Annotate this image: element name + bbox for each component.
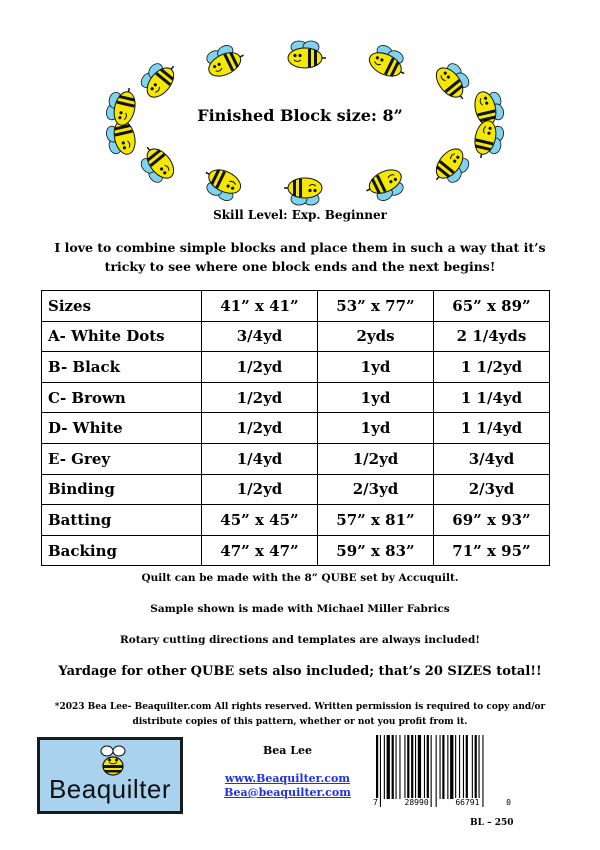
- barcode-bar: [450, 735, 453, 799]
- table-row: [42, 352, 550, 383]
- bee-icon: [471, 119, 506, 162]
- table-cell: 65” x 89”: [434, 291, 550, 322]
- barcode-bar: [475, 735, 477, 799]
- table-cell: 41” x 41”: [202, 291, 318, 322]
- barcode-bar: [482, 735, 483, 807]
- barcode-bar: [399, 735, 400, 799]
- bee-icon: [198, 163, 244, 204]
- barcode-bar: [466, 735, 468, 799]
- pattern-code: BL – 250: [470, 818, 514, 828]
- table-row: [42, 291, 550, 322]
- table-cell: 1/2yd: [202, 382, 318, 413]
- table-row: [42, 443, 550, 474]
- row-label: E- Grey: [42, 443, 202, 474]
- barcode-bar: [479, 735, 480, 807]
- table-cell: 1 1/2yd: [434, 352, 550, 383]
- table-cell: 1/2yd: [202, 474, 318, 505]
- fabric-note: Sample shown is made with Michael Miller Fabrics: [150, 603, 450, 615]
- table-cell: 1/2yd: [202, 413, 318, 444]
- barcode-bar: [415, 735, 416, 799]
- author-name: Bea Lee: [263, 744, 312, 757]
- barcode-bar: [387, 735, 390, 799]
- table-cell: 45” x 45”: [202, 505, 318, 536]
- barcode-bar: [396, 735, 397, 799]
- barcode-bar: [404, 735, 405, 799]
- barcode-digits: [372, 798, 512, 807]
- table-cell: 1 1/4yd: [434, 413, 550, 444]
- cutting-note: Rotary cutting directions and templates are always included!: [120, 634, 480, 646]
- table-cell: 1/4yd: [202, 443, 318, 474]
- table-cell: 69” x 93”: [434, 505, 550, 536]
- qube-note: Quilt can be made with the 8” QUBE set by Accuquilt.: [141, 572, 459, 584]
- bee-icon: [202, 40, 248, 81]
- table-row: [42, 413, 550, 444]
- bee-icon: [134, 141, 179, 188]
- table-row: [42, 474, 550, 505]
- table-cell: 1yd: [318, 413, 434, 444]
- table-cell: 47” x 47”: [202, 535, 318, 566]
- barcode-bar: [436, 735, 437, 807]
- barcode-bar: [380, 735, 381, 807]
- bee-icon: [362, 165, 408, 206]
- beaquilter-logo: [37, 737, 183, 814]
- barcode-digit-group: 28990: [404, 798, 429, 807]
- bee-icon: [429, 144, 474, 191]
- table-cell: 2/3yd: [318, 474, 434, 505]
- bee-icon: [136, 55, 181, 102]
- table-cell: 2yds: [318, 321, 434, 352]
- finished-block-size: Finished Block size: 8”: [197, 106, 403, 125]
- table-cell: 1/2yd: [318, 443, 434, 474]
- table-cell: 1 1/4yd: [434, 382, 550, 413]
- table-cell: 1yd: [318, 382, 434, 413]
- website-link[interactable]: www.Beaquilter.com: [225, 772, 350, 785]
- table-cell: 3/4yd: [202, 321, 318, 352]
- barcode-bar: [442, 735, 444, 799]
- row-label: A- White Dots: [42, 321, 202, 352]
- logo-text: Beaquilter: [48, 774, 172, 804]
- barcode-bar: [472, 735, 473, 799]
- row-label: B- Black: [42, 352, 202, 383]
- barcode-bar: [427, 735, 429, 799]
- table-cell: 59” x 83”: [318, 535, 434, 566]
- barcode-bar: [418, 735, 421, 799]
- yardage-table: [41, 290, 550, 566]
- table-cell: 3/4yd: [434, 443, 550, 474]
- table-row: [42, 321, 550, 352]
- table-row: [42, 382, 550, 413]
- table-row: [42, 535, 550, 566]
- row-label: C- Brown: [42, 382, 202, 413]
- barcode-bar: [459, 735, 460, 799]
- bee-icon: [284, 178, 322, 205]
- bee-icon: [366, 42, 412, 83]
- barcode-digit-group: 0: [506, 798, 511, 807]
- bee-icon: [431, 59, 476, 106]
- barcode-bar: [424, 735, 425, 799]
- barcode-bar: [431, 735, 432, 807]
- skill-level: Skill Level: Exp. Beginner: [213, 208, 387, 222]
- barcode-bar: [455, 735, 456, 799]
- barcode-bar: [440, 735, 441, 799]
- barcode-bar: [447, 735, 448, 799]
- table-cell: 71” x 95”: [434, 535, 550, 566]
- barcode-bar: [411, 735, 413, 799]
- row-label: Backing: [42, 535, 202, 566]
- table-cell: 2 1/4yds: [434, 321, 550, 352]
- table-cell: 57” x 81”: [318, 505, 434, 536]
- barcode-bar: [407, 735, 409, 799]
- table-cell: 1yd: [318, 352, 434, 383]
- intro-text: I love to combine simple blocks and place them in such a way that it’s tricky to see where one block ends and the next begins!: [54, 240, 546, 274]
- barcode-bar: [384, 735, 385, 799]
- yardage-note: Yardage for other QUBE sets also included; that’s 20 SIZES total!!: [58, 664, 542, 679]
- row-label: D- White: [42, 413, 202, 444]
- email-link[interactable]: Bea@beaquilter.com: [224, 786, 351, 799]
- row-label: Binding: [42, 474, 202, 505]
- table-row: [42, 505, 550, 536]
- row-label: Batting: [42, 505, 202, 536]
- row-label: Sizes: [42, 291, 202, 322]
- bee-icon: [96, 745, 130, 777]
- barcode-digit-group: 66791: [455, 798, 480, 807]
- copyright-notice: *2023 Bea Lee- Beaquilter.com All rights reserved. Written permission is required to copy and/or distribute copies of this pattern, whether or not you profit from it.: [54, 702, 546, 727]
- table-cell: 2/3yd: [434, 474, 550, 505]
- bee-icon: [288, 41, 326, 68]
- barcode-bar: [463, 735, 464, 799]
- barcode-digit-group: 7: [373, 798, 378, 807]
- barcode-bar: [376, 735, 378, 807]
- table-cell: 1/2yd: [202, 352, 318, 383]
- table-cell: 53” x 77”: [318, 291, 434, 322]
- barcode-bar: [392, 735, 394, 799]
